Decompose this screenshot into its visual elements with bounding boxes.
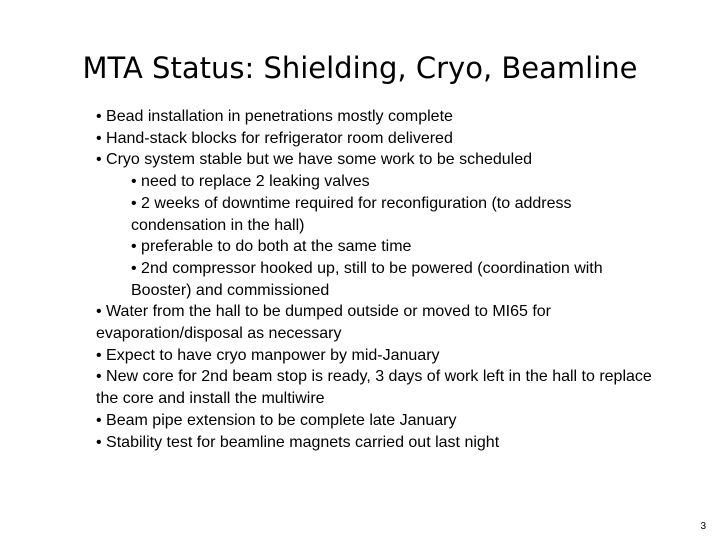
slide-title: MTA Status: Shielding, Cryo, Beamline xyxy=(82,51,638,85)
bullet-item: • Expect to have cryo manpower by mid-January xyxy=(96,346,440,364)
bullet-item: • Hand-stack blocks for refrigerator room delivered xyxy=(96,129,453,147)
page-number: 3 xyxy=(700,521,706,532)
bullet-item: • Stability test for beamline magnets carried out last night xyxy=(96,433,500,451)
bullet-item: • Water from the hall to be dumped outside or moved to MI65 for evaporation/disposal as necessary xyxy=(96,303,552,343)
sub-bullet-item: • need to replace 2 leaking valves xyxy=(131,173,370,191)
sub-bullet-item: • 2nd compressor hooked up, still to be powered (coordination with Booster) and commissioned xyxy=(131,259,603,299)
bullet-item: • Beam pipe extension to be complete late January xyxy=(96,411,457,429)
sub-bullet-item: • 2 weeks of downtime required for reconfiguration (to address condensation in the hall) xyxy=(131,194,572,234)
bullet-list xyxy=(96,106,656,453)
bullet-item: • New core for 2nd beam stop is ready, 3 days of work left in the hall to replace the core and install the multiwire xyxy=(96,368,652,408)
bullet-item: • Cryo system stable but we have some work to be scheduled xyxy=(96,151,533,169)
sub-bullet-item: • preferable to do both at the same time xyxy=(131,238,412,256)
bullet-item: • Bead installation in penetrations mostly complete xyxy=(96,108,453,125)
